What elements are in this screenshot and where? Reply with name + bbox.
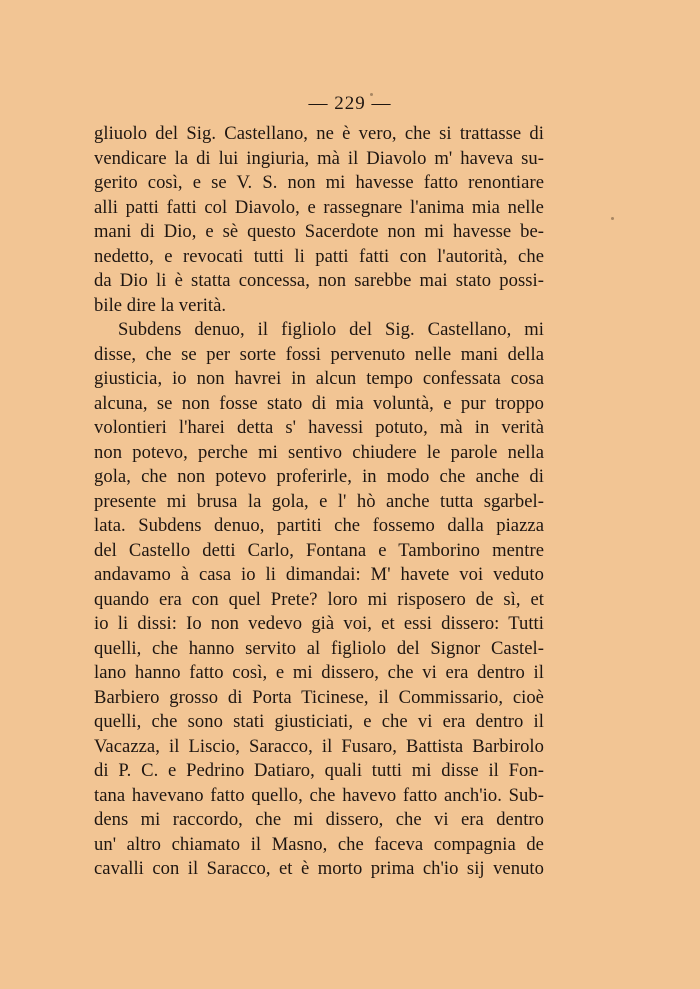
text-line: quelli, che hanno servito al figliolo del Signor Castel- [94,637,544,659]
text-line: gerito così, e se V. S. non mi havesse fatto renontiare [94,172,544,193]
text-line: quelli, che sono stati giusticiati, e che vi era dentro il [94,711,544,732]
text-line: bile dire la verità. [94,294,227,316]
text-line: Vacazza, il Liscio, Saracco, il Fusaro, Battista Barbirolo [94,735,544,757]
text-line: lano hanno fatto così, e mi dissero, che vi era dentro il [94,662,544,683]
text-line: alcuna, se non fosse stato di mia voluntà, e pur troppo [94,392,544,414]
text-line: un' altro chiamato il Masno, che faceva compagnia de [94,833,544,855]
text-line: io li dissi: Io non vedevo già voi, et essi dissero: Tutti [94,613,544,634]
text-line: mani di Dio, e sè questo Sacerdote non mi havesse be- [94,221,544,242]
text-line: disse, che se per sorte fossi pervenuto nelle mani della [94,343,544,365]
text-line: presente mi brusa la gola, e l' hò anche tutta sgarbel- [94,490,544,512]
text-line: volontieri l'harei detta s' havessi potuto, mà in verità [94,417,544,438]
body-text [94,122,544,882]
text-line: dens mi raccordo, che mi dissero, che vi era dentro [94,809,544,830]
text-line: alli patti fatti col Diavolo, e rassegnare l'anima mia nelle [94,196,544,218]
text-line: da Dio li è statta concessa, non sarebbe mai stato possi- [94,270,544,291]
page-number: — 229 — [308,93,392,114]
text-line: andavamo à casa io li dimandai: M' havete voi veduto [94,564,544,585]
text-line: del Castello detti Carlo, Fontana e Tamborino mentre [94,539,544,561]
text-line: giusticia, io non havrei in alcun tempo confessata cosa [94,368,544,389]
text-line: di P. C. e Pedrino Datiaro, quali tutti mi disse il Fon- [94,760,544,781]
text-line: tana havevano fatto quello, che havevo fatto anch'io. Sub- [94,784,544,806]
text-line: Barbiero grosso di Porta Ticinese, il Commissario, cioè [94,686,544,708]
text-line: nedetto, e revocati tutti li patti fatti con l'autorità, che [94,245,544,267]
text-line: gliuolo del Sig. Castellano, ne è vero, che si trattasse di [94,123,544,144]
ink-speck [370,93,373,96]
ink-speck [611,217,614,220]
text-line: cavalli con il Saracco, et è morto prima ch'io sij venuto [94,858,544,879]
text-line: lata. Subdens denuo, partiti che fossemo dalla piazza [94,515,544,536]
text-line: vendicare la di lui ingiuria, mà il Diavolo m' haveva su- [94,147,544,169]
text-line: quando era con quel Prete? loro mi risposero de sì, et [94,588,544,610]
text-line: gola, che non potevo proferirle, in modo che anche di [94,466,544,487]
text-line: non potevo, perche mi sentivo chiudere le parole nella [94,441,544,463]
text-line: Subdens denuo, il figliolo del Sig. Castellano, mi [118,319,544,340]
